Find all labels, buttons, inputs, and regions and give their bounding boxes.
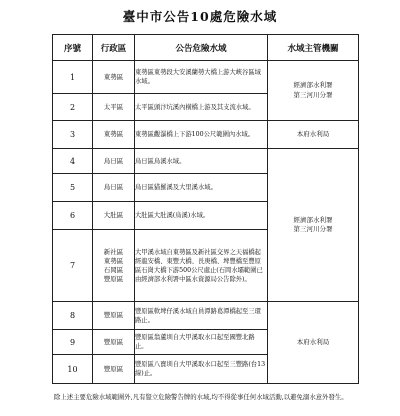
row-area: 烏日區貓羅溪及大里溪水域。 — [135, 174, 268, 202]
row-area: 豐原區翁蘆圳自大甲溪取水口起至國豐北路止。 — [135, 330, 268, 355]
row-district: 豐原區 — [93, 330, 135, 355]
row-district: 東勢區 — [93, 61, 135, 94]
row-serial: 8 — [53, 302, 93, 330]
agency-cell: 本府水利局 — [268, 302, 359, 384]
row-serial: 2 — [53, 94, 93, 121]
row-serial: 10 — [53, 355, 93, 384]
row-serial: 3 — [53, 121, 93, 149]
table-row — [53, 302, 359, 330]
row-area: 東勢區觀瀑橋上下游100公尺範圍內水域。 — [135, 121, 268, 149]
row-area: 豐原區軟埤仔溪水域自員潭路葛潭橋起至三環路止。 — [135, 302, 268, 330]
row-area: 大甲溪水域自東勢區及新社區交界之天福橋起經龍安橋、東豐大橋、長庚橋、埤豐橋至豐原區石崗大橋下游500公尺處止(石岡水壩範圍已由經濟部水利署中區水資源局公告除外)。 — [135, 230, 268, 302]
header-district: 行政區 — [93, 35, 135, 61]
footnote-text: 除上述主要危險水域範圍外,凡有豎立危險警告牌的水域,均不得從事任何水域活動,以避免溺水意外發生。 — [54, 393, 348, 401]
row-area: 太平區頭汴坑溪內橫橋上游及其支流水域。 — [135, 94, 268, 121]
agency-cell: 本府水利局 — [268, 121, 359, 149]
page-title: 臺中市公告10處危險水域 — [122, 9, 278, 24]
table-row — [53, 149, 359, 174]
agency-cell: 經濟部水利署 第三河川分署 — [268, 61, 359, 121]
header-area: 公告危險水域 — [135, 35, 268, 61]
table-row — [53, 121, 359, 149]
row-area: 烏日區烏溪水域。 — [135, 149, 268, 174]
header-serial: 序號 — [53, 35, 93, 61]
table-header-row — [53, 35, 359, 61]
row-district: 東勢區 — [93, 121, 135, 149]
row-serial: 7 — [53, 230, 93, 302]
header-agency: 水域主管機關 — [268, 35, 359, 61]
row-district: 新社區 東勢區 石岡區 豐原區 — [93, 230, 135, 302]
row-serial: 4 — [53, 149, 93, 174]
row-serial: 6 — [53, 202, 93, 230]
row-district: 豐原區 — [93, 302, 135, 330]
row-area: 豐原區八寶圳自大甲溪取水口起至三豐路(台13線)止。 — [135, 355, 268, 384]
row-serial: 9 — [53, 330, 93, 355]
row-district: 烏日區 — [93, 174, 135, 202]
row-district: 大肚區 — [93, 202, 135, 230]
agency-cell: 經濟部水利署 第三河川分署 — [268, 149, 359, 302]
row-area: 大肚區大肚溪(烏溪)水域。 — [135, 202, 268, 230]
row-district: 烏日區 — [93, 149, 135, 174]
row-serial: 5 — [53, 174, 93, 202]
row-area: 東勢區東勢段大安溪蘭勢大橋上游大峽谷區域水域。 — [135, 61, 268, 94]
row-district: 豐原區 — [93, 355, 135, 384]
row-district: 太平區 — [93, 94, 135, 121]
row-serial: 1 — [53, 61, 93, 94]
table-row — [53, 61, 359, 94]
dangerous-waters-table — [52, 34, 359, 384]
